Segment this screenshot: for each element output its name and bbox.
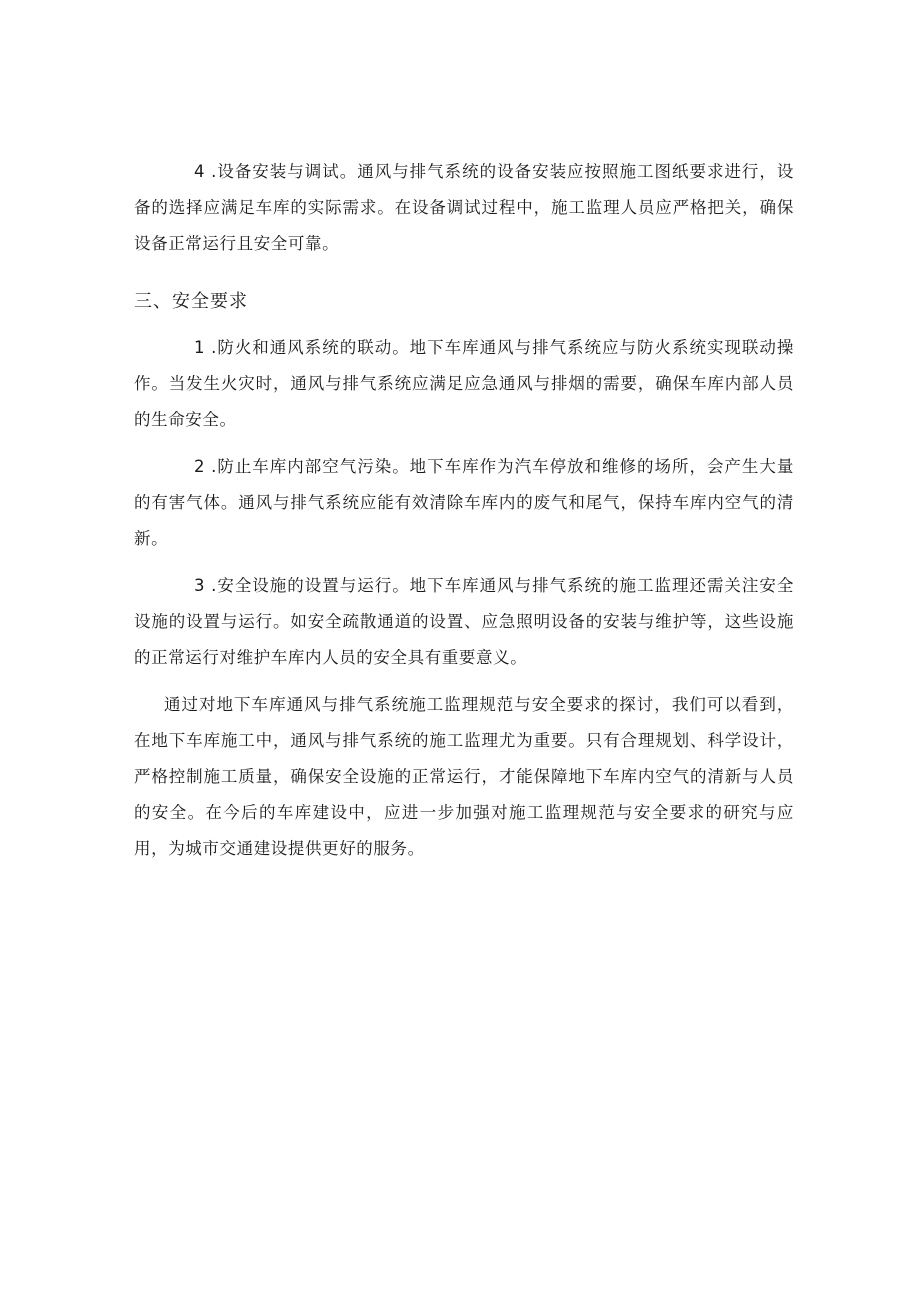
safety-item-1-text: .防火和通风系统的联动。地下车库通风与排气系统应与防火系统实现联动操作。当发生火灾时，通风与排气系统应满足应急通风与排烟的需要，确保车库内部人员的生命安全。 (134, 338, 794, 429)
safety-item-2-text: .防止车库内部空气污染。地下车库作为汽车停放和维修的场所，会产生大量的有害气体。通风与排气系统应能有效清除车库内的废气和尾气，保持车库内空气的清新。 (134, 457, 794, 548)
safety-item-2-paragraph (134, 449, 794, 557)
safety-item-2-number: 2 (194, 457, 206, 476)
safety-item-1-number: 1 (194, 338, 206, 357)
conclusion-paragraph: 通过对地下车库通风与排气系统施工监理规范与安全要求的探讨，我们可以看到，在地下车库施工中，通风与排气系统的施工监理尤为重要。只有合理规划、科学设计，严格控制施工质量，确保安全设施的正常运行，才能保障地下车库内空气的清新与人员的安全。在今后的车库建设中，应进一步加强对施工监理规范与安全要求的研究与应用，为城市交通建设提供更好的服务。 (134, 695, 794, 858)
section-heading-safety-requirements: 三、安全要求 (134, 291, 248, 312)
item-4-number: 4 (194, 162, 206, 181)
safety-item-1-paragraph (134, 330, 794, 438)
item-4-text: .设备安装与调试。通风与排气系统的设备安装应按照施工图纸要求进行，设备的选择应满足车库的实际需求。在设备调试过程中，施工监理人员应严格把关，确保设备正常运行且安全可靠。 (134, 162, 794, 253)
safety-item-3-paragraph (134, 568, 794, 676)
safety-item-3-text: .安全设施的设置与运行。地下车库通风与排气系统的施工监理还需关注安全设施的设置与运行。如安全疏散通道的设置、应急照明设备的安装与维护等，这些设施的正常运行对维护车库内人员的安全具有重要意义。 (134, 576, 794, 667)
document-body (134, 154, 794, 867)
safety-item-3-number: 3 (194, 576, 206, 595)
item-4-paragraph (134, 154, 794, 262)
